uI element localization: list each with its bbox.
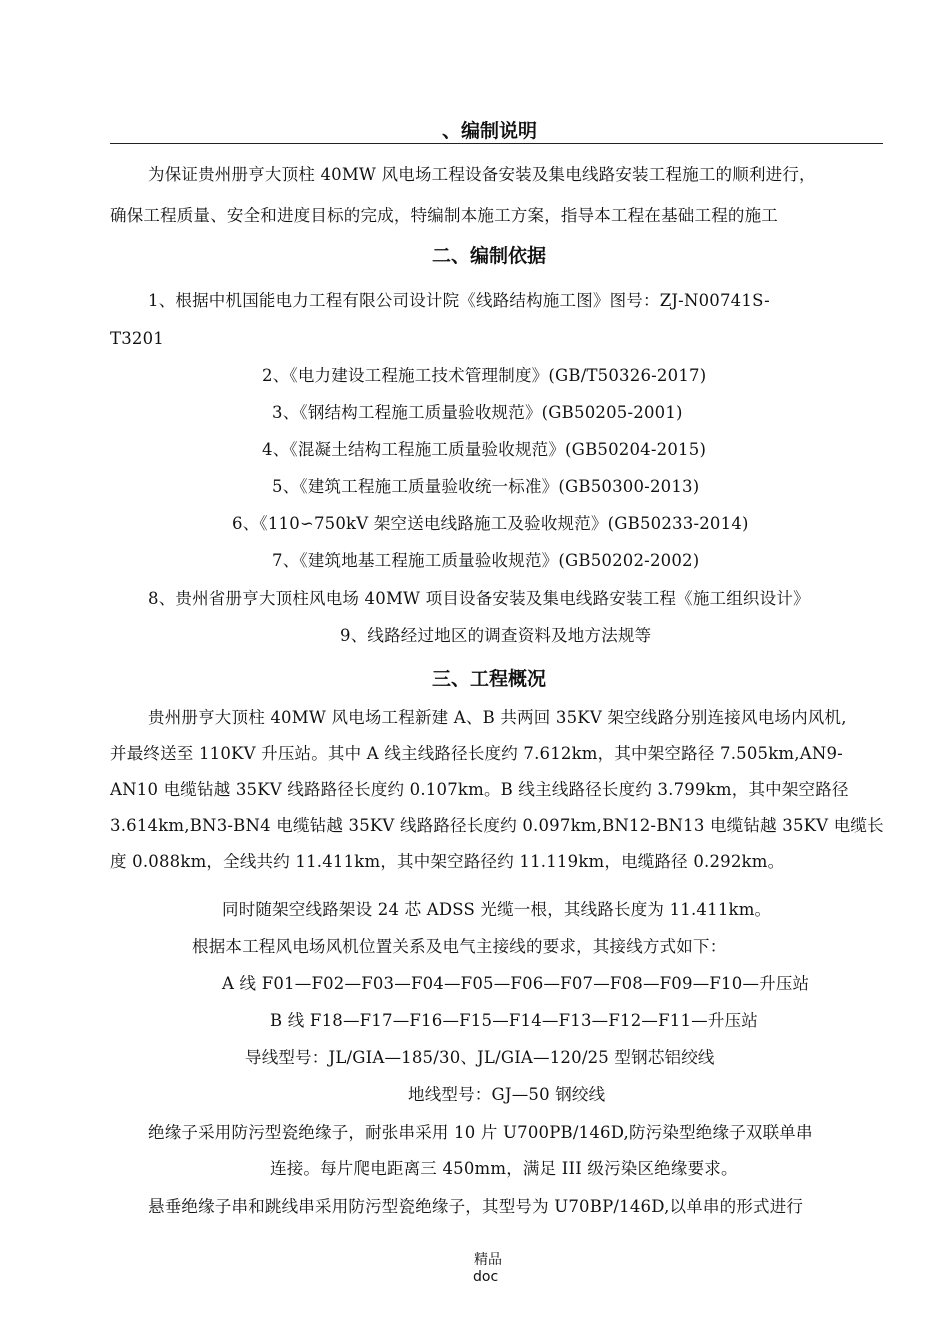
section1-line-2: 确保工程质量、安全和进度目标的完成，特编制本施工方案，指导本工程在基础工程的施工 bbox=[110, 206, 778, 225]
basis-item-5: 5、《建筑工程施工质量验收统一标准》(GB50300-2013) bbox=[272, 477, 700, 496]
basis-item-4: 4、《混凝土结构工程施工质量验收规范》(GB50204-2015) bbox=[262, 440, 707, 459]
basis-item-3: 3、《钢结构工程施工质量验收规范》(GB50205-2001) bbox=[272, 403, 683, 422]
insulator-line-2: 连接。每片爬电距离三 450mm，满足 III 级污染区绝缘要求。 bbox=[270, 1159, 738, 1178]
basis-item-7: 7、《建筑地基工程施工质量验收规范》(GB50202-2002) bbox=[272, 551, 700, 570]
basis-item-9: 9、线路经过地区的调查资料及地方法规等 bbox=[340, 626, 652, 645]
basis-item-2: 2、《电力建设工程施工技术管理制度》(GB/T50326-2017) bbox=[262, 366, 707, 385]
basis-item-6: 6、《110∽750kV 架空送电线路施工及验收规范》(GB50233-2014) bbox=[232, 514, 749, 533]
title-underline bbox=[110, 143, 883, 144]
basis-item-8: 8、贵州省册亨大顶柱风电场 40MW 项目设备安装及集电线路安装工程《施工组织设计》 bbox=[148, 589, 810, 608]
section1-line-1: 为保证贵州册亨大顶柱 40MW 风电场工程设备安装及集电线路安装工程施工的顺利进行， bbox=[148, 165, 816, 184]
conductor-type: 导线型号：JL/GIA—185/30、JL/GIA—120/25 型钢芯铝绞线 bbox=[245, 1048, 715, 1067]
line-a-wiring: A 线 F01—F02—F03—F04—F05—F06—F07—F08—F09—F10—升压站 bbox=[222, 974, 810, 993]
footer-doc: doc bbox=[473, 1269, 499, 1285]
section2-title: 二、编制依据 bbox=[432, 245, 547, 267]
overview-line-1: 贵州册亨大顶柱 40MW 风电场工程新建 A、B 共两回 35KV 架空线路分别连接风电场内风机, bbox=[148, 708, 847, 727]
footer-label: 精品 bbox=[474, 1252, 502, 1268]
basis-item-1-cont: T3201 bbox=[110, 329, 164, 348]
suspension-line: 悬垂绝缘子串和跳线串采用防污型瓷绝缘子，其型号为 U70BP/146D,以单串的形式进行 bbox=[148, 1197, 804, 1216]
ground-wire-type: 地线型号：GJ—50 钢绞线 bbox=[408, 1085, 606, 1104]
overview-line-2: 并最终送至 110KV 升压站。其中 A 线主线路径长度约 7.612km，其中架空路径 7.505km,AN9- bbox=[110, 744, 843, 763]
section1-title: 、编制说明 bbox=[442, 120, 538, 142]
line-b-wiring: B 线 F18—F17—F16—F15—F14—F13—F12—F11—升压站 bbox=[270, 1011, 758, 1030]
adss-line: 同时随架空线路架设 24 芯 ADSS 光缆一根，其线路长度为 11.411km。 bbox=[222, 900, 772, 919]
basis-item-1: 1、根据中机国能电力工程有限公司设计院《线路结构施工图》图号：ZJ-N00741S- bbox=[148, 291, 770, 310]
insulator-line-1: 绝缘子采用防污型瓷绝缘子，耐张串采用 10 片 U700PB/146D,防污染型绝缘子双联单串 bbox=[148, 1123, 813, 1142]
overview-line-5: 度 0.088km，全线共约 11.411km，其中架空路径约 11.119km，电缆路径 0.292km。 bbox=[110, 852, 785, 871]
overview-line-3: AN10 电缆钻越 35KV 线路路径长度约 0.107km。B 线主线路径长度约 3.799km，其中架空路径 bbox=[110, 780, 849, 799]
overview-line-4: 3.614km,BN3-BN4 电缆钻越 35KV 线路路径长度约 0.097km,BN12-BN13 电缆钻越 35KV 电缆长 bbox=[110, 816, 884, 835]
section3-title: 三、工程概况 bbox=[432, 668, 547, 690]
wiring-intro: 根据本工程风电场风机位置关系及电气主接线的要求，其接线方式如下： bbox=[192, 937, 727, 956]
